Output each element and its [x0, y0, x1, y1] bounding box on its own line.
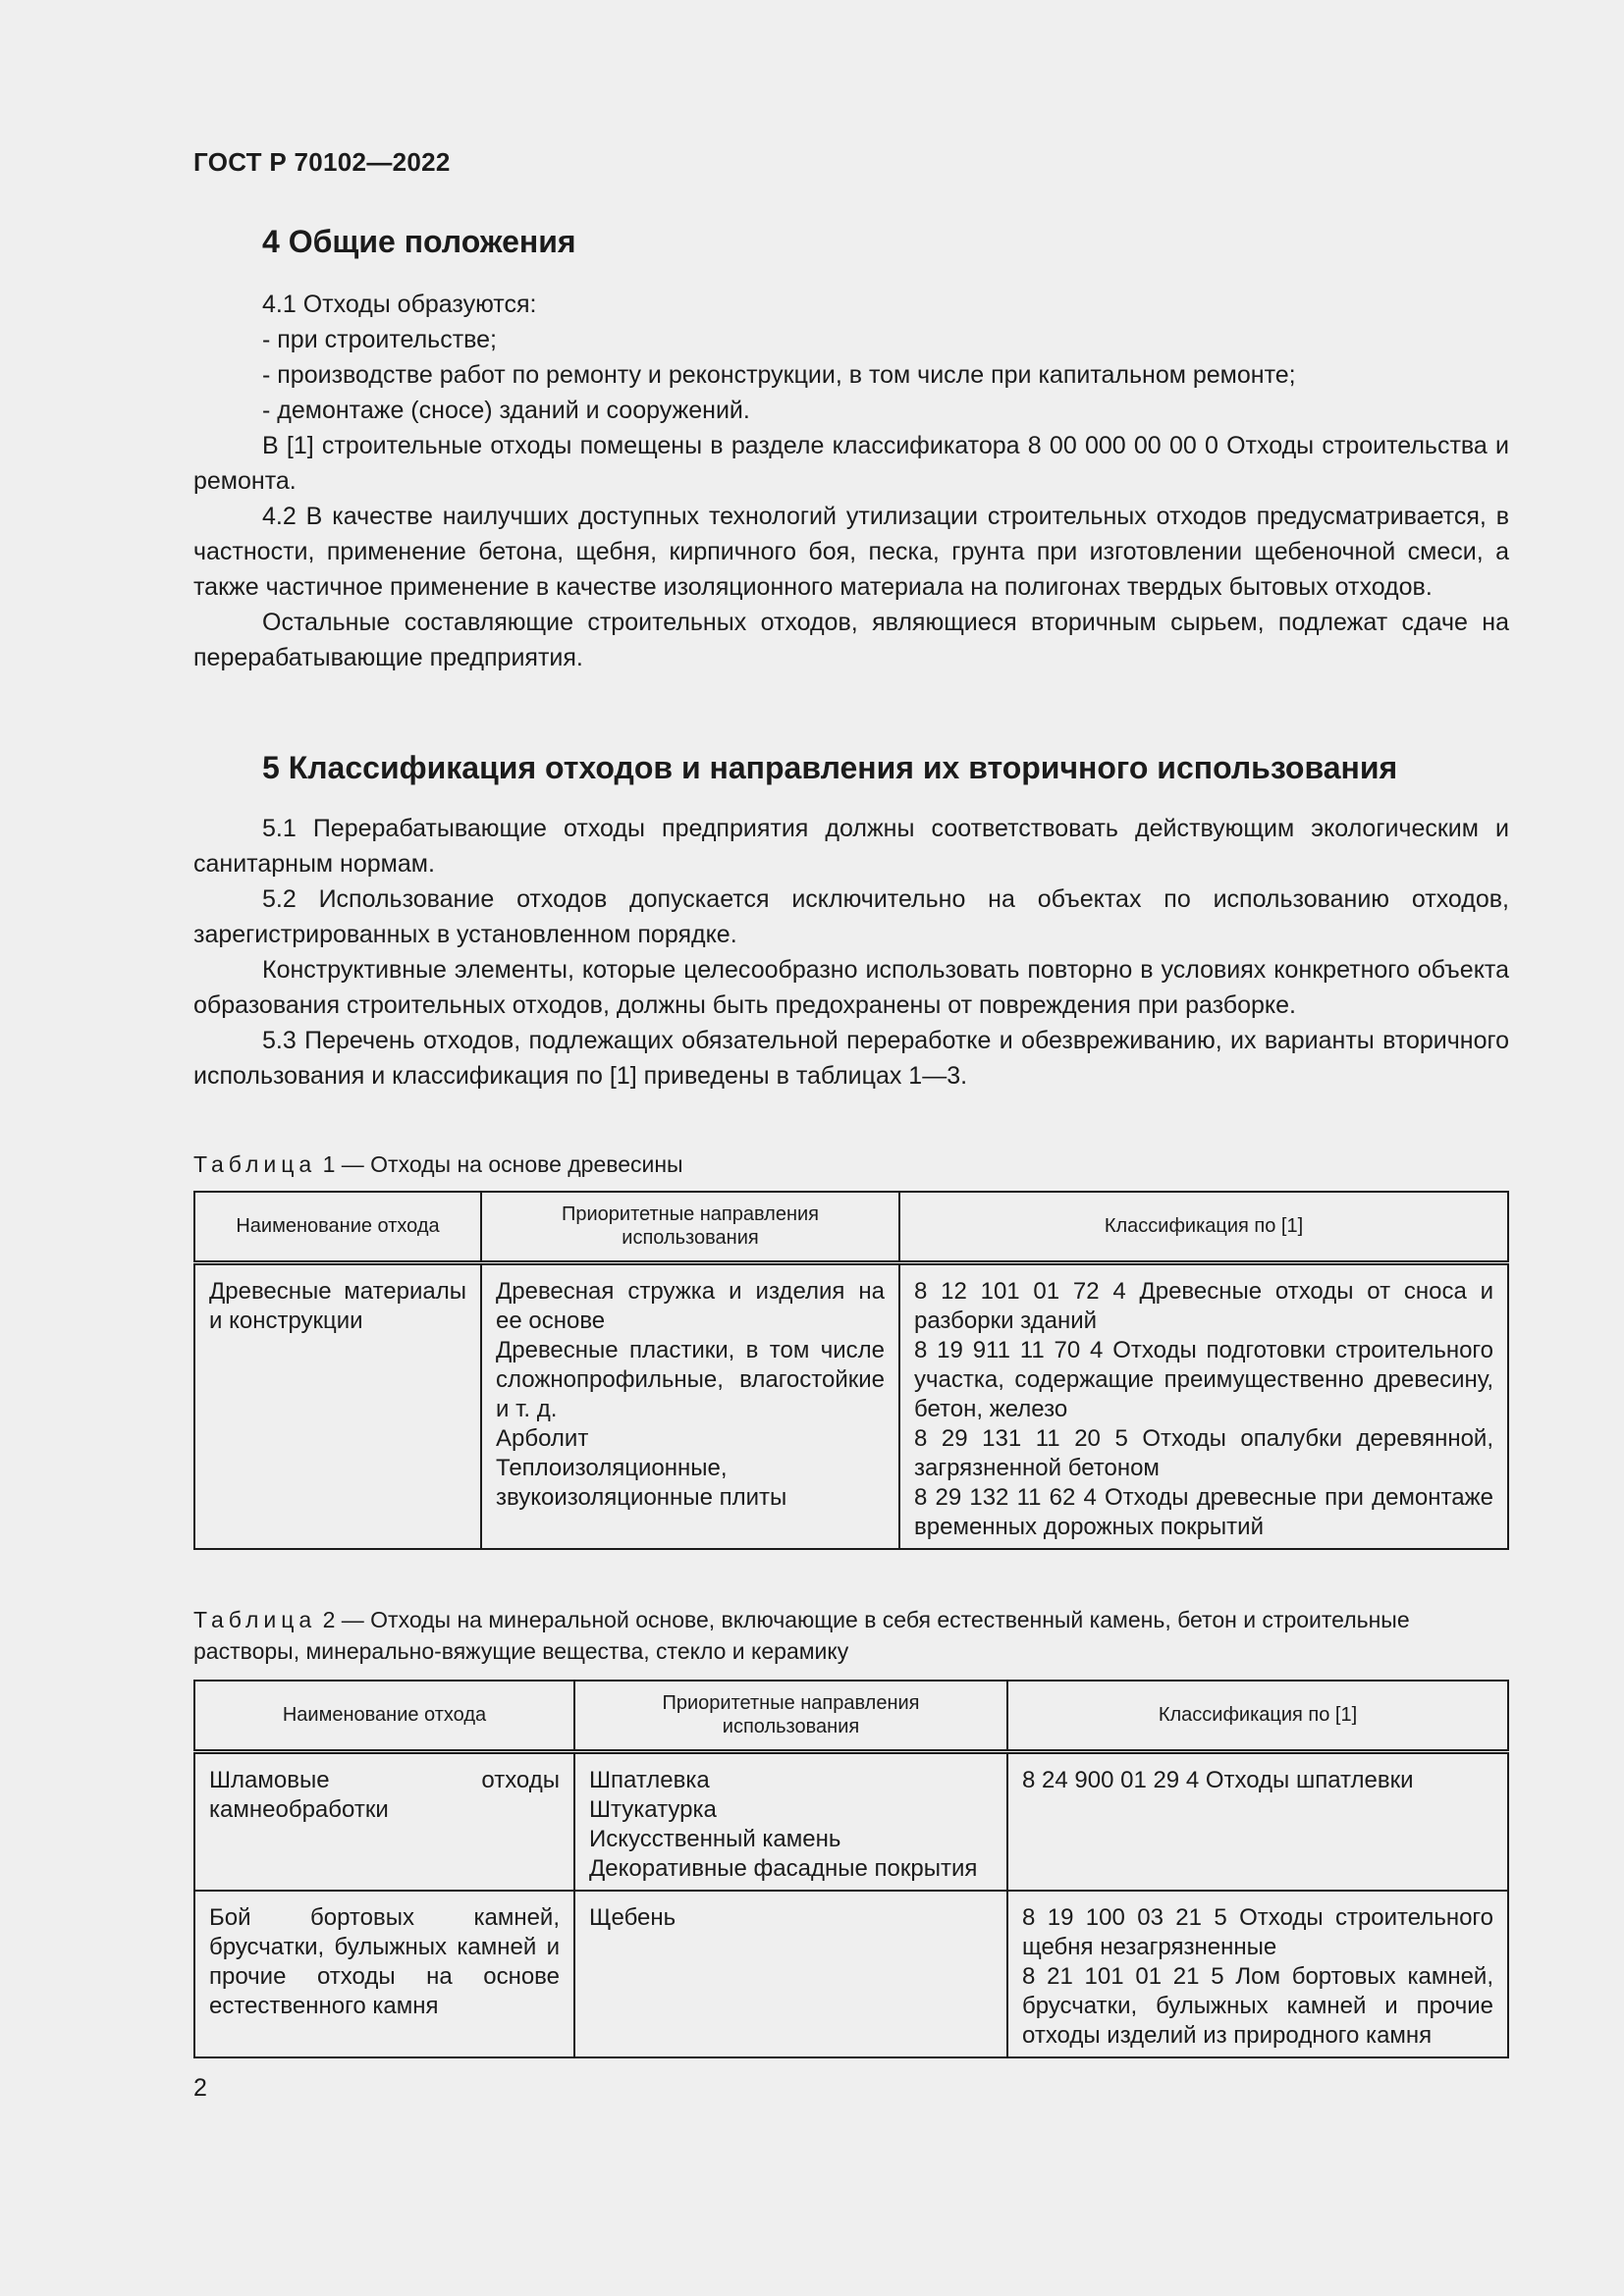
paragraph-5-3: 5.3 Перечень отходов, подлежащих обязательной переработке и обезвреживанию, их варианты вторичного использования и классификация по [1] приведены в таблицах 1—3. [193, 1027, 1509, 1090]
caption-text: 1 — Отходы на основе древесины [316, 1151, 683, 1177]
table-1 [193, 1191, 1509, 1550]
column-header-directions: Приоритетные направления использования [574, 1681, 1007, 1751]
table-1-caption [193, 1148, 1509, 1180]
cell-line: Шпатлевка [589, 1766, 710, 1793]
caption-text: 2 — Отходы на минеральной основе, включающие в себя естественный камень, бетон и строительные растворы, минерально-вяжущие вещества, стекло и керамику [193, 1607, 1410, 1664]
cell-line: Древесная стружка и изделия на ее основе [496, 1277, 885, 1334]
document-id: ГОСТ Р 70102—2022 [193, 147, 451, 177]
cell-directions [574, 1891, 1007, 2057]
caption-label: Таблица [193, 1151, 317, 1177]
cell-line: Щебень [589, 1903, 677, 1931]
page-number: 2 [193, 2074, 207, 2102]
section-4-body [193, 287, 1509, 675]
column-header-classification: Классификация по [1] [899, 1192, 1508, 1262]
table-row [194, 1891, 1508, 2057]
section-5-title: 5 Классификация отходов и направления их вторичного использования [262, 750, 1398, 785]
table-header-row [194, 1192, 1508, 1262]
cell-name [194, 1891, 574, 2057]
cell-directions [574, 1751, 1007, 1891]
cell-classification [1007, 1751, 1508, 1891]
table-row [194, 1751, 1508, 1891]
list-item: - при строительстве; [262, 326, 498, 353]
cell-line: 8 24 900 01 29 4 Отходы шпатлевки [1022, 1766, 1414, 1793]
cell-line: Штукатурка [589, 1795, 717, 1823]
cell-line: Декоративные фасадные покрытия [589, 1854, 978, 1882]
section-5 [193, 748, 1509, 787]
column-header-classification: Классификация по [1] [1007, 1681, 1508, 1751]
cell-line: Искусственный камень [589, 1825, 841, 1852]
cell-line: Арболит [496, 1424, 589, 1452]
section-5-body [193, 811, 1509, 1094]
table-2 [193, 1680, 1509, 2058]
paragraph: В [1] строительные отходы помещены в разделе классификатора 8 00 000 00 00 0 Отходы строительства и ремонта. [193, 432, 1509, 495]
cell-text: Древесные материалы и конструкции [209, 1277, 466, 1334]
cell-name [194, 1262, 481, 1549]
column-header-name: Наименование отхода [194, 1681, 574, 1751]
list-item: - производстве работ по ремонту и реконструкции, в том числе при капитальном ремонте; [262, 361, 1296, 389]
column-header-directions: Приоритетные направления использования [481, 1192, 899, 1262]
paragraph-4-1: 4.1 Отходы образуются: [262, 291, 537, 318]
column-header-name: Наименование отхода [194, 1192, 481, 1262]
cell-text: Бой бортовых камней, брусчатки, булыжных камней и прочие отходы на основе естественного камня [209, 1903, 560, 2019]
cell-directions [481, 1262, 899, 1549]
section-4-title: 4 Общие положения [262, 224, 576, 259]
table-header-row [194, 1681, 1508, 1751]
cell-classification [899, 1262, 1508, 1549]
cell-line: 8 12 101 01 72 4 Древесные отходы от сноса и разборки зданий [914, 1277, 1493, 1334]
cell-line: 8 19 100 03 21 5 Отходы строительного щебня незагрязненные [1022, 1903, 1493, 1960]
paragraph-4-2: 4.2 В качестве наилучших доступных технологий утилизации строительных отходов предусматривается, в частности, применение бетона, щебня, кирпичного боя, песка, грунта при изготовлении щебеночной смеси, а также частичное применение в качестве изоляционного материала на полигонах твердых бытовых отходов. [193, 503, 1509, 601]
list-item: - демонтаже (сносе) зданий и сооружений. [262, 397, 750, 424]
cell-line: 8 29 131 11 20 5 Отходы опалубки деревянной, загрязненной бетоном [914, 1424, 1493, 1481]
cell-line: Теплоизоляционные, звукоизоляционные плиты [496, 1454, 787, 1511]
caption-label: Таблица [193, 1607, 317, 1632]
cell-line: 8 19 911 11 70 4 Отходы подготовки строительного участка, содержащие преимущественно древесину, бетон, железо [914, 1336, 1493, 1422]
cell-name [194, 1751, 574, 1891]
cell-text: Шламовые отходы камнеобработки [209, 1766, 560, 1823]
section-4 [193, 222, 1509, 261]
paragraph: Конструктивные элементы, которые целесообразно использовать повторно в условиях конкретного объекта образования строительных отходов, должны быть предохранены от повреждения при разборке. [193, 956, 1509, 1019]
cell-line: Древесные пластики, в том числе сложнопрофильные, влагостойкие и т. д. [496, 1336, 885, 1422]
table-2-caption [193, 1604, 1509, 1667]
cell-line: 8 29 132 11 62 4 Отходы древесные при демонтаже временных дорожных покрытий [914, 1483, 1493, 1540]
paragraph-5-1: 5.1 Перерабатывающие отходы предприятия должны соответствовать действующим экологическим и санитарным нормам. [193, 815, 1509, 878]
table-row [194, 1262, 1508, 1549]
paragraph-5-2: 5.2 Использование отходов допускается исключительно на объектах по использованию отходов, зарегистрированных в установленном порядке. [193, 885, 1509, 948]
cell-line: 8 21 101 01 21 5 Лом бортовых камней, брусчатки, булыжных камней и прочие отходы изделий из природного камня [1022, 1962, 1493, 2049]
cell-classification [1007, 1891, 1508, 2057]
paragraph: Остальные составляющие строительных отходов, являющиеся вторичным сырьем, подлежат сдаче на перерабатывающие предприятия. [193, 609, 1509, 671]
